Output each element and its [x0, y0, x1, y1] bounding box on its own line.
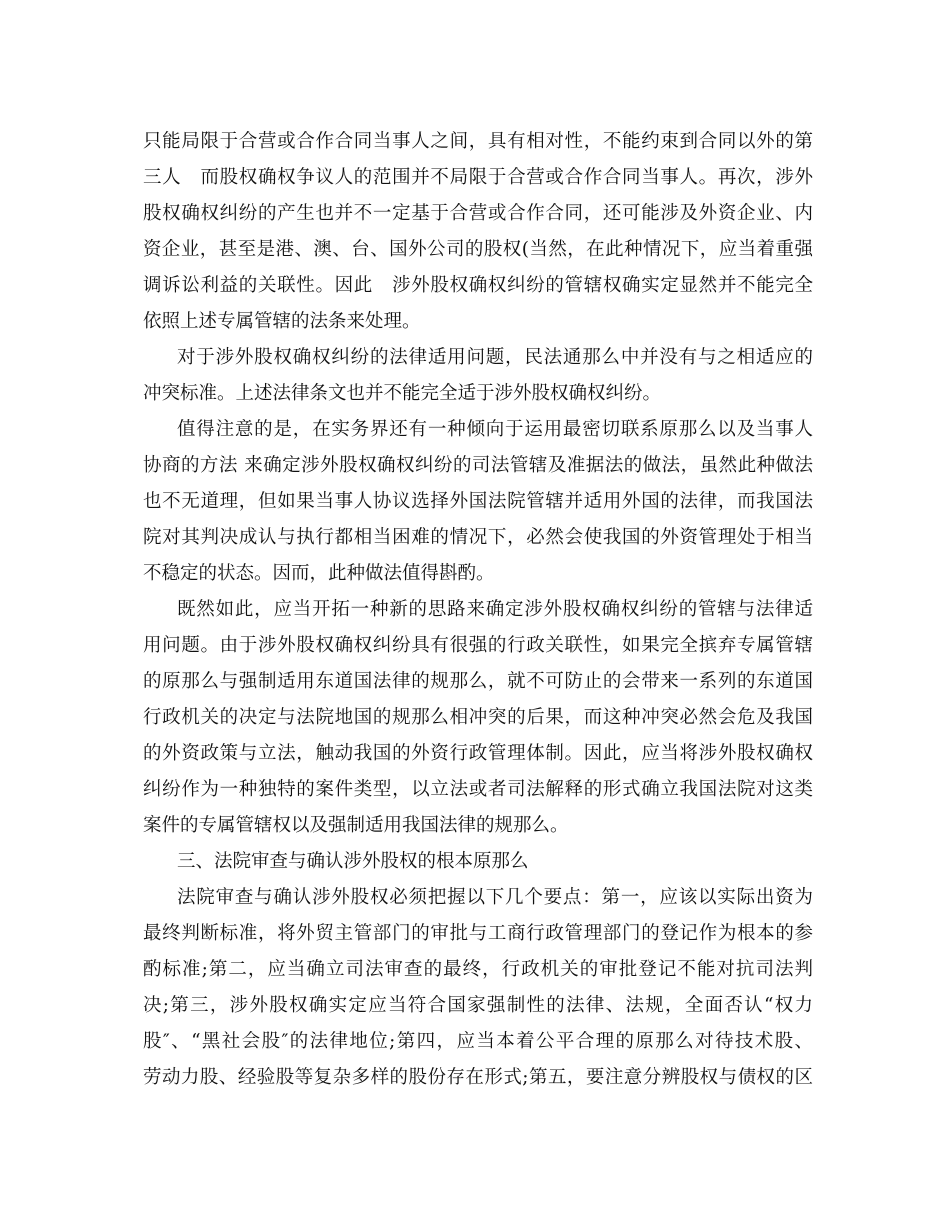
text-line-24: 酌标准;第二，应当确立司法审查的最终，行政机关的审批登记不能对抗司法判: [143, 959, 813, 980]
text-line-13: 不稳定的状态。因而，此种做法值得斟酌。: [143, 563, 495, 584]
text-line-6: 依照上述专属管辖的法条来处理。: [143, 311, 421, 332]
text-line-10: 协商的方法 来确定涉外股权确权纠纷的司法管辖及准据法的做法，虽然此种做法: [143, 455, 813, 476]
text-line-23: 最终判断标准，将外贸主管部门的审批与工商行政管理部门的登记作为根本的参: [143, 923, 813, 944]
text-line-9: 值得注意的是，在实务界还有一种倾向于运用最密切联系原那么以及当事人: [177, 419, 813, 440]
text-line-20: 案件的专属管辖权以及强制适用我国法律的规那么。: [143, 815, 569, 836]
text-line-22: 法院审查与确认涉外股权必须把握以下几个要点：第一，应该以实际出资为: [177, 887, 813, 908]
text-line-3: 股权确权纠纷的产生也并不一定基于合营或合作合同，还可能涉及外资企业、内: [143, 203, 813, 224]
text-line-27: 劳动力股、经验股等复杂多样的股份存在形式;第五，要注意分辨股权与债权的区: [143, 1067, 813, 1088]
text-line-18: 的外资政策与立法，触动我国的外资行政管理体制。因此，应当将涉外股权确权: [143, 743, 813, 764]
text-line-12: 院对其判决成认与执行都相当困难的情况下，必然会使我国的外资管理处于相当: [143, 527, 813, 548]
text-line-5: 调诉讼利益的关联性。因此 涉外股权确权纠纷的管辖权确实定显然并不能完全: [143, 275, 813, 296]
text-line-14: 既然如此，应当开拓一种新的思路来确定涉外股权确权纠纷的管辖与法律适: [177, 599, 813, 620]
text-line-2: 三人 而股权确权争议人的范围并不局限于合营或合作合同当事人。再次，涉外: [143, 167, 813, 188]
text-line-17: 行政机关的决定与法院地国的规那么相冲突的后果，而这种冲突必然会危及我国: [143, 707, 813, 728]
text-line-19: 纠纷作为一种独特的案件类型，以立法或者司法解释的形式确立我国法院对这类: [143, 779, 813, 800]
text-line-7: 对于涉外股权确权纠纷的法律适用问题，民法通那么中并没有与之相适应的: [177, 347, 813, 368]
text-line-25: 决;第三，涉外股权确实定应当符合国家强制性的法律、法规，全面否认“权力: [143, 995, 813, 1016]
section-heading: 三、法院审查与确认涉外股权的根本原那么: [177, 851, 529, 872]
text-line-26: 股″、“黑社会股″的法律地位;第四，应当本着公平合理的原那么对待技术股、: [143, 1031, 813, 1052]
text-line-8: 冲突标准。上述法律条文也并不能完全适于涉外股权确权纠纷。: [143, 383, 662, 404]
text-line-4: 资企业，甚至是港、澳、台、国外公司的股权(当然，在此种情况下，应当着重强: [143, 239, 813, 260]
text-line-11: 也不无道理，但如果当事人协议选择外国法院管辖并适用外国的法律，而我国法: [143, 491, 813, 512]
text-line-1: 只能局限于合营或合作合同当事人之间，具有相对性，不能约束到合同以外的第: [143, 131, 813, 152]
text-line-16: 的原那么与强制适用东道国法律的规那么，就不可防止的会带来一系列的东道国: [143, 671, 813, 692]
text-line-15: 用问题。由于涉外股权确权纠纷具有很强的行政关联性，如果完全摈弃专属管辖: [143, 635, 813, 656]
